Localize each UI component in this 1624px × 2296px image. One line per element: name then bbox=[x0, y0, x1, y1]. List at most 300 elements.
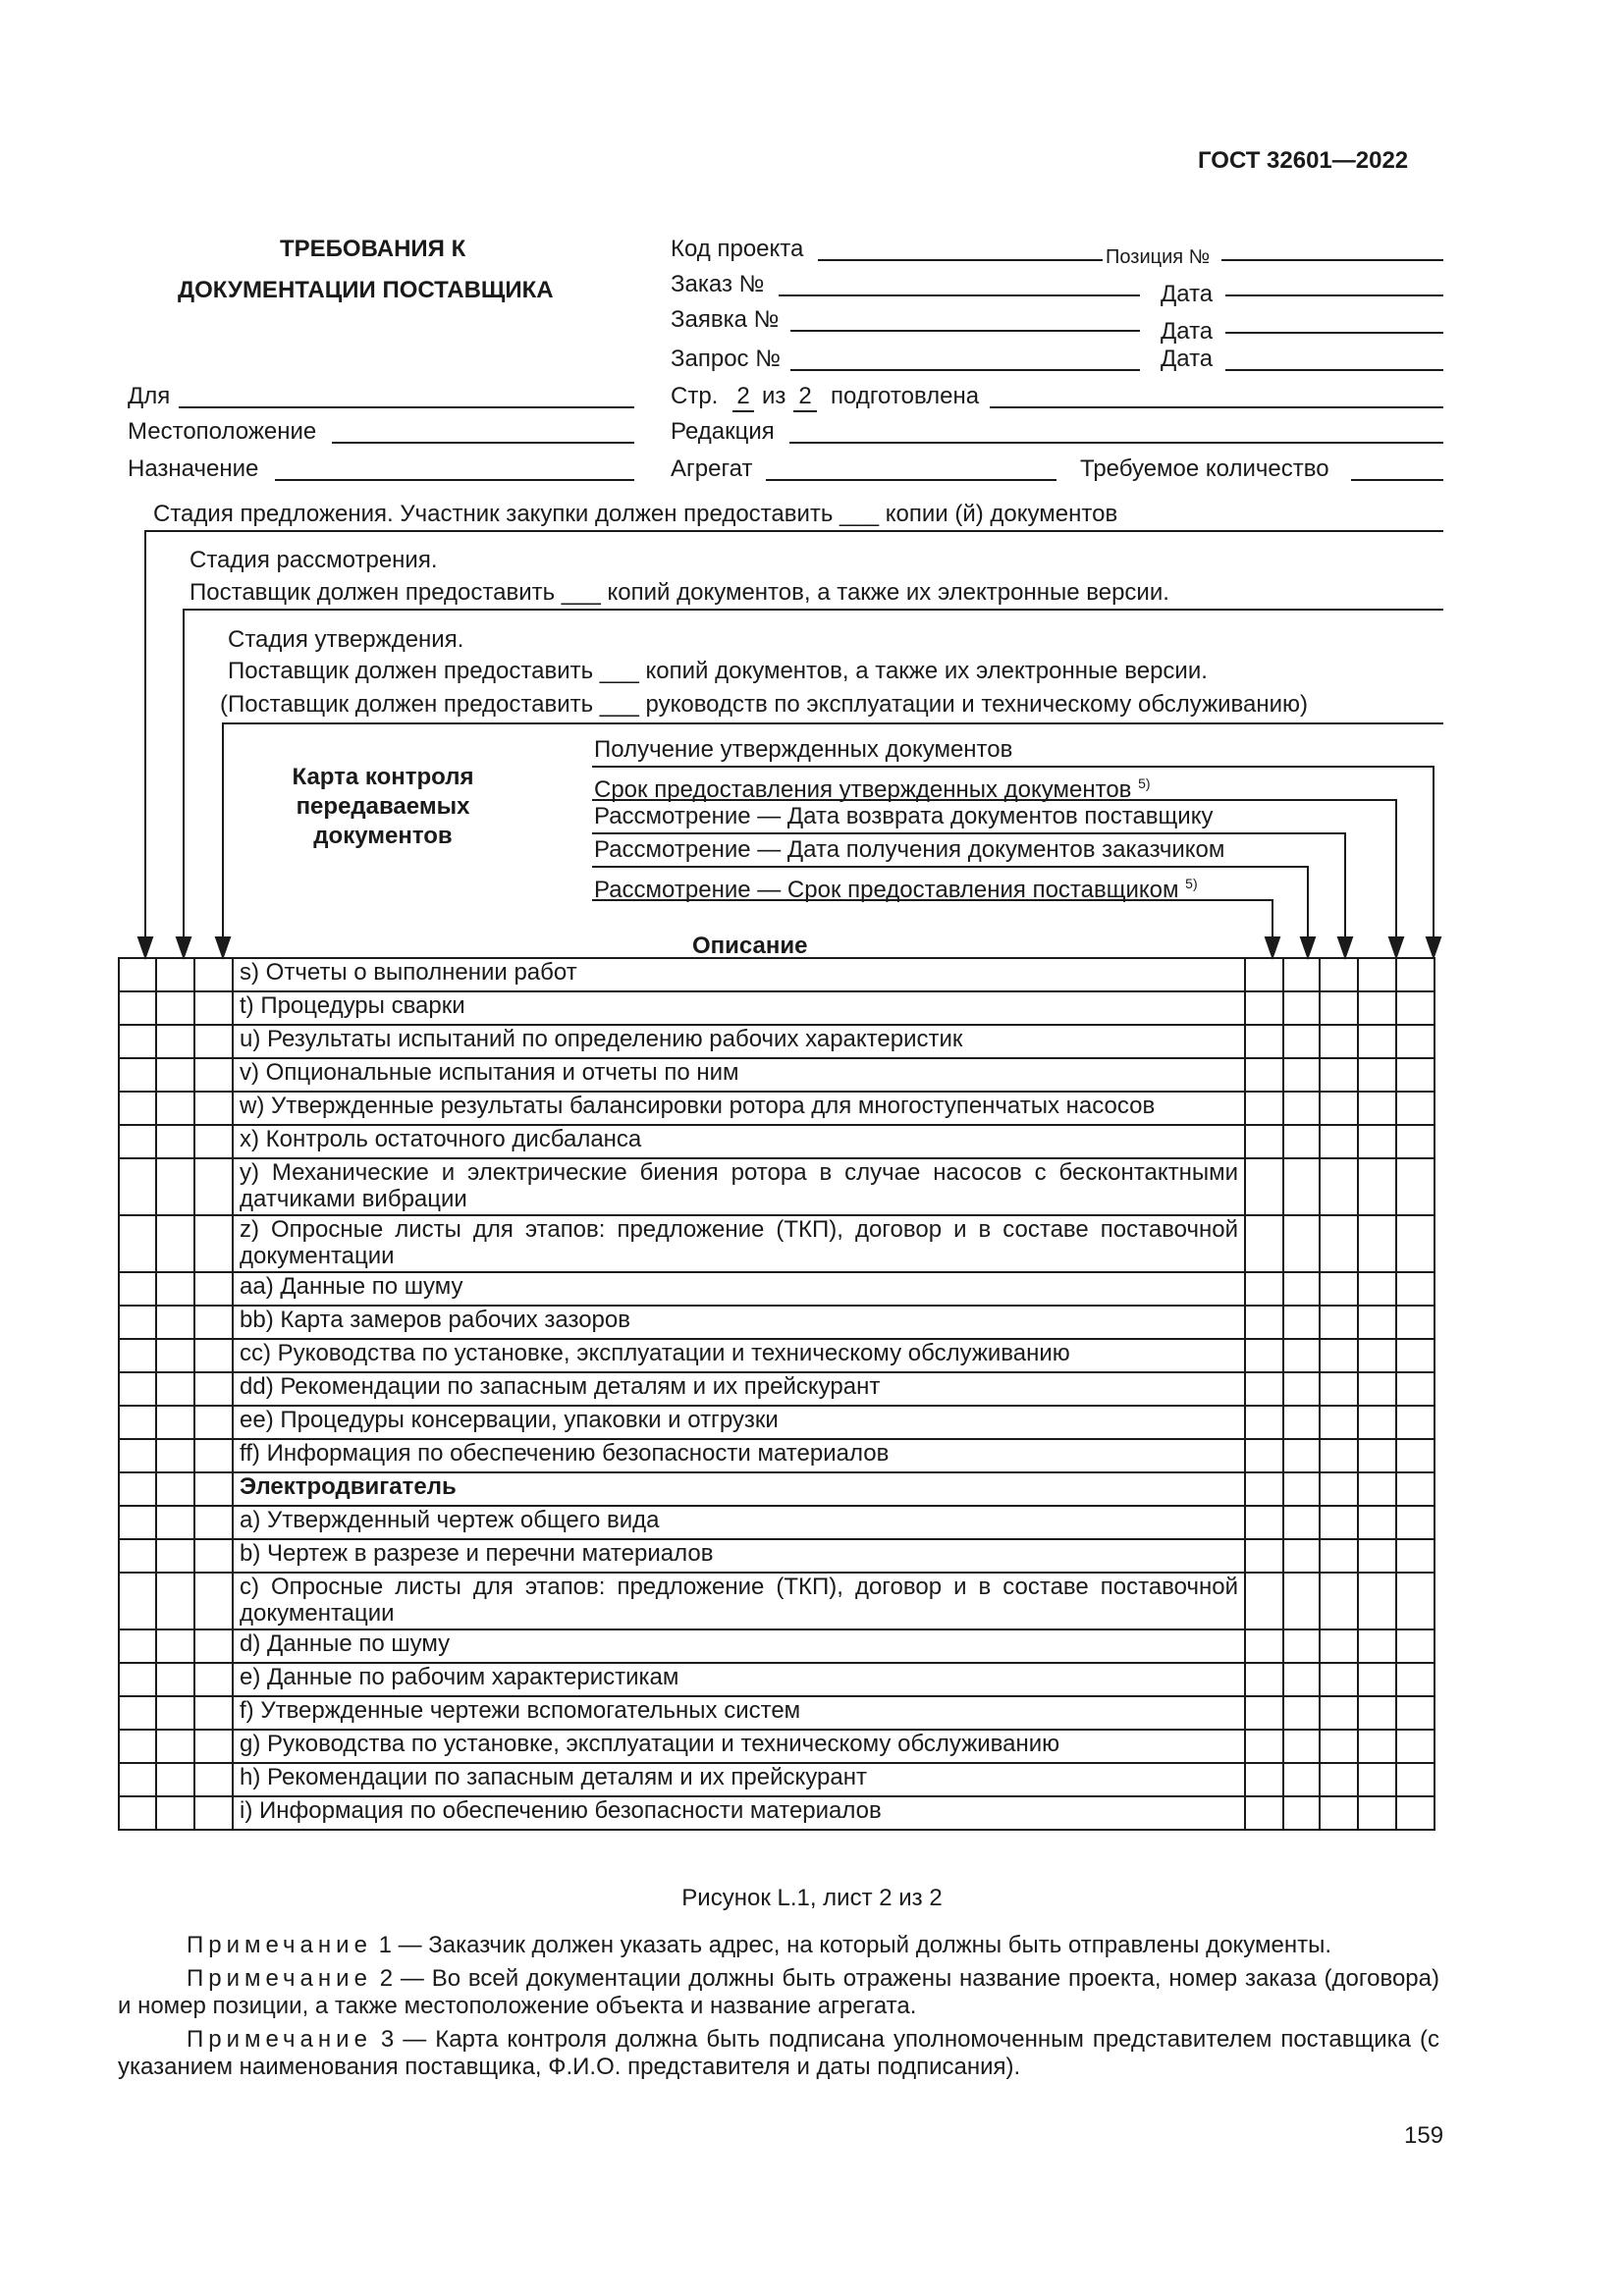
unit-label: Агрегат bbox=[671, 455, 753, 482]
check-cell[interactable] bbox=[194, 1472, 233, 1506]
check-cell[interactable] bbox=[1320, 1796, 1358, 1830]
check-cell[interactable] bbox=[119, 1796, 156, 1830]
row-description: i) Информация по обеспечению безопасности материалов bbox=[233, 1796, 1245, 1830]
check-cell[interactable] bbox=[1396, 1025, 1435, 1058]
check-cell[interactable] bbox=[1245, 1215, 1283, 1272]
check-cell[interactable] bbox=[156, 1696, 194, 1730]
check-cell[interactable] bbox=[1283, 1372, 1320, 1406]
check-cell[interactable] bbox=[1283, 1796, 1320, 1830]
check-cell[interactable] bbox=[1283, 1125, 1320, 1158]
check-cell[interactable] bbox=[156, 1539, 194, 1573]
check-cell[interactable] bbox=[194, 1372, 233, 1406]
check-cell[interactable] bbox=[194, 1406, 233, 1439]
note-1-label: Примечание bbox=[187, 1932, 372, 1958]
check-cell[interactable] bbox=[1358, 1339, 1396, 1372]
check-cell[interactable] bbox=[1320, 1215, 1358, 1272]
check-cell[interactable] bbox=[1283, 1092, 1320, 1125]
check-cell[interactable] bbox=[1396, 991, 1435, 1025]
row-description: u) Результаты испытаний по определению рабочих характеристик bbox=[233, 1025, 1245, 1058]
table-row bbox=[119, 1272, 1435, 1306]
check-cell[interactable] bbox=[1358, 1796, 1396, 1830]
row-description: bb) Карта замеров рабочих зазоров bbox=[233, 1306, 1245, 1339]
check-cell[interactable] bbox=[1320, 1339, 1358, 1372]
check-cell[interactable] bbox=[156, 1506, 194, 1539]
check-cell[interactable] bbox=[1320, 1272, 1358, 1306]
check-cell[interactable] bbox=[1245, 1796, 1283, 1830]
check-cell[interactable] bbox=[1245, 1372, 1283, 1406]
check-cell[interactable] bbox=[1396, 1092, 1435, 1125]
page-prefix: Стр. bbox=[671, 383, 719, 409]
section-heading-motor: Электродвигатель bbox=[233, 1472, 1245, 1506]
check-cell[interactable] bbox=[194, 1629, 233, 1663]
check-cell[interactable] bbox=[119, 1439, 156, 1472]
check-cell[interactable] bbox=[1358, 1092, 1396, 1125]
note-3-label: Примечание bbox=[187, 2026, 372, 2053]
check-cell[interactable] bbox=[194, 1125, 233, 1158]
check-cell[interactable] bbox=[194, 1158, 233, 1215]
quantity-label: Требуемое количество bbox=[1080, 455, 1329, 482]
note-2-text: 2 — Во всей документации должны быть отражены название проекта, номер заказа (договора) и номер позиции, а также местоположение объекта и название агрегата. bbox=[118, 1965, 1439, 2019]
note-2 bbox=[118, 1965, 1439, 2020]
row-description: w) Утвержденные результаты балансировки ротора для многоступенчатых насосов bbox=[233, 1092, 1245, 1125]
check-cell[interactable] bbox=[1245, 1025, 1283, 1058]
check-cell[interactable] bbox=[194, 1215, 233, 1272]
check-cell[interactable] bbox=[1320, 1730, 1358, 1763]
check-cell[interactable] bbox=[119, 1629, 156, 1663]
check-cell[interactable] bbox=[156, 1573, 194, 1629]
check-cell[interactable] bbox=[1358, 1439, 1396, 1472]
stage-proposal-text: Стадия предложения. Участник закупки должен предоставить ___ копии (й) документов bbox=[153, 501, 1118, 527]
check-cell[interactable] bbox=[119, 991, 156, 1025]
table-row bbox=[119, 1125, 1435, 1158]
check-cell[interactable] bbox=[194, 1763, 233, 1796]
check-cell[interactable] bbox=[1320, 991, 1358, 1025]
check-cell[interactable] bbox=[1283, 1058, 1320, 1092]
check-cell[interactable] bbox=[1396, 1696, 1435, 1730]
position-label: Позиция № bbox=[1106, 246, 1211, 268]
check-cell[interactable] bbox=[156, 1629, 194, 1663]
check-cell[interactable] bbox=[156, 1730, 194, 1763]
check-cell[interactable] bbox=[1245, 1092, 1283, 1125]
check-cell[interactable] bbox=[1396, 1215, 1435, 1272]
check-cell[interactable] bbox=[1245, 1158, 1283, 1215]
check-cell[interactable] bbox=[194, 1573, 233, 1629]
note-2-label: Примечание bbox=[187, 1965, 372, 1992]
check-cell[interactable] bbox=[156, 1406, 194, 1439]
stage-approval-title: Стадия утверждения. bbox=[228, 626, 464, 653]
note-1 bbox=[118, 1932, 1439, 1959]
stage-review-text: Поставщик должен предоставить ___ копий документов, а также их электронные версии. bbox=[189, 579, 1169, 606]
check-cell[interactable] bbox=[1283, 1763, 1320, 1796]
page-total-field[interactable]: 2 bbox=[793, 383, 817, 412]
date3-label: Дата bbox=[1161, 346, 1214, 372]
stage-approval-manuals: (Поставщик должен предоставить ___ руководств по эксплуатации и техническому обслуживанию) bbox=[220, 691, 1309, 718]
check-cell[interactable] bbox=[1358, 958, 1396, 991]
check-cell[interactable] bbox=[119, 1306, 156, 1339]
arrow-head-col-3 bbox=[1338, 937, 1352, 957]
stage-approval-text: Поставщик должен предоставить ___ копий документов, а также их электронные версии. bbox=[228, 658, 1208, 684]
check-cell[interactable] bbox=[156, 991, 194, 1025]
check-cell[interactable] bbox=[119, 1539, 156, 1573]
check-cell[interactable] bbox=[1396, 1158, 1435, 1215]
table-row bbox=[119, 1573, 1435, 1629]
table-row bbox=[119, 1730, 1435, 1763]
column-header-2-note: 5) bbox=[1138, 775, 1151, 791]
check-cell[interactable] bbox=[156, 1796, 194, 1830]
standard-number: ГОСТ 32601—2022 bbox=[1198, 147, 1409, 174]
check-cell[interactable] bbox=[119, 1158, 156, 1215]
check-cell[interactable] bbox=[1396, 1472, 1435, 1506]
check-cell[interactable] bbox=[1396, 1272, 1435, 1306]
check-cell[interactable] bbox=[1358, 1058, 1396, 1092]
arrow-head-col-4 bbox=[1301, 937, 1315, 957]
check-cell[interactable] bbox=[1358, 1763, 1396, 1796]
check-cell[interactable] bbox=[1283, 991, 1320, 1025]
row-description: c) Опросные листы для этапов: предложение (ТКП), договор и в составе поставочной документации bbox=[233, 1573, 1245, 1629]
row-description: f) Утвержденные чертежи вспомогательных систем bbox=[233, 1696, 1245, 1730]
arrow-head-col-2 bbox=[1389, 937, 1403, 957]
check-cell[interactable] bbox=[119, 1058, 156, 1092]
check-cell[interactable] bbox=[1358, 1158, 1396, 1215]
check-cell[interactable] bbox=[194, 1058, 233, 1092]
check-cell[interactable] bbox=[194, 958, 233, 991]
check-cell[interactable] bbox=[1320, 1696, 1358, 1730]
check-cell[interactable] bbox=[1283, 1158, 1320, 1215]
page-of-label: из bbox=[762, 383, 786, 409]
row-description: t) Процедуры сварки bbox=[233, 991, 1245, 1025]
check-cell[interactable] bbox=[194, 1663, 233, 1696]
note-3 bbox=[118, 2026, 1439, 2081]
check-cell[interactable] bbox=[1320, 1506, 1358, 1539]
arrow-head-proposal bbox=[138, 937, 152, 957]
inquiry-label: Запрос № bbox=[671, 346, 781, 372]
row-description: b) Чертеж в разрезе и перечни материалов bbox=[233, 1539, 1245, 1573]
check-cell[interactable] bbox=[1245, 1730, 1283, 1763]
check-cell[interactable] bbox=[1358, 1506, 1396, 1539]
arrow-head-approval bbox=[216, 937, 230, 957]
check-cell[interactable] bbox=[194, 1439, 233, 1472]
check-cell[interactable] bbox=[119, 1125, 156, 1158]
form-title-line2: ДОКУМЕНТАЦИИ ПОСТАВЩИКА bbox=[178, 277, 554, 303]
check-cell[interactable] bbox=[1283, 1339, 1320, 1372]
check-cell[interactable] bbox=[1396, 1663, 1435, 1696]
check-cell[interactable] bbox=[1283, 1730, 1320, 1763]
check-cell[interactable] bbox=[1396, 1796, 1435, 1830]
check-cell[interactable] bbox=[194, 1796, 233, 1830]
purpose-label: Назначение bbox=[128, 455, 259, 482]
check-cell[interactable] bbox=[1320, 1372, 1358, 1406]
check-cell[interactable] bbox=[1358, 991, 1396, 1025]
row-description: s) Отчеты о выполнении работ bbox=[233, 958, 1245, 991]
documents-table bbox=[118, 957, 1435, 1831]
table-row bbox=[119, 1406, 1435, 1439]
check-cell[interactable] bbox=[156, 1763, 194, 1796]
date1-label: Дата bbox=[1161, 281, 1214, 307]
check-cell[interactable] bbox=[1358, 1629, 1396, 1663]
check-cell[interactable] bbox=[1245, 991, 1283, 1025]
check-cell[interactable] bbox=[1283, 1306, 1320, 1339]
column-header-5-note: 5) bbox=[1185, 876, 1198, 891]
check-cell[interactable] bbox=[1396, 1573, 1435, 1629]
form-title-line1: ТРЕБОВАНИЯ К bbox=[280, 236, 466, 262]
check-cell[interactable] bbox=[156, 1125, 194, 1158]
table-row bbox=[119, 1306, 1435, 1339]
check-cell[interactable] bbox=[156, 1092, 194, 1125]
check-cell[interactable] bbox=[1320, 1629, 1358, 1663]
check-cell[interactable] bbox=[1320, 1092, 1358, 1125]
note-3-text: 3 — Карта контроля должна быть подписана уполномоченным представителем поставщика (с указанием наименования поставщика, Ф.И.О. представителя и даты подписания). bbox=[118, 2026, 1439, 2080]
check-cell[interactable] bbox=[1320, 1025, 1358, 1058]
check-cell[interactable] bbox=[1283, 1663, 1320, 1696]
check-cell[interactable] bbox=[1358, 1272, 1396, 1306]
check-cell[interactable] bbox=[194, 1092, 233, 1125]
check-cell[interactable] bbox=[119, 1272, 156, 1306]
check-cell[interactable] bbox=[1358, 1306, 1396, 1339]
row-description: x) Контроль остаточного дисбаланса bbox=[233, 1125, 1245, 1158]
check-cell[interactable] bbox=[1396, 1339, 1435, 1372]
check-cell[interactable] bbox=[1358, 1372, 1396, 1406]
check-cell[interactable] bbox=[119, 1372, 156, 1406]
check-cell[interactable] bbox=[194, 1272, 233, 1306]
column-header-5-text: Рассмотрение — Срок предоставления поставщиком bbox=[594, 877, 1179, 903]
check-cell[interactable] bbox=[1245, 1573, 1283, 1629]
check-cell[interactable] bbox=[1245, 1125, 1283, 1158]
check-cell[interactable] bbox=[1283, 1539, 1320, 1573]
check-cell[interactable] bbox=[119, 1339, 156, 1372]
check-cell[interactable] bbox=[1245, 1629, 1283, 1663]
row-description: cc) Руководства по установке, эксплуатации и техническому обслуживанию bbox=[233, 1339, 1245, 1372]
table-row bbox=[119, 1539, 1435, 1573]
check-cell[interactable] bbox=[1358, 1215, 1396, 1272]
description-header: Описание bbox=[692, 933, 808, 959]
check-cell[interactable] bbox=[1245, 958, 1283, 991]
check-cell[interactable] bbox=[1396, 1372, 1435, 1406]
check-cell[interactable] bbox=[1396, 1629, 1435, 1663]
table-row bbox=[119, 1506, 1435, 1539]
check-cell[interactable] bbox=[119, 958, 156, 991]
check-cell[interactable] bbox=[119, 1763, 156, 1796]
table-row bbox=[119, 1663, 1435, 1696]
check-cell[interactable] bbox=[1320, 1406, 1358, 1439]
figure-caption: Рисунок L.1, лист 2 из 2 bbox=[681, 1885, 943, 1911]
check-cell[interactable] bbox=[156, 1158, 194, 1215]
project-code-label: Код проекта bbox=[671, 236, 804, 262]
order-label: Заказ № bbox=[671, 271, 765, 297]
check-cell[interactable] bbox=[1245, 1058, 1283, 1092]
check-cell[interactable] bbox=[1396, 1439, 1435, 1472]
stage-review-title: Стадия рассмотрения. bbox=[189, 547, 438, 573]
check-cell[interactable] bbox=[119, 1730, 156, 1763]
control-card-line1: Карта контроля bbox=[292, 764, 474, 790]
request-label: Заявка № bbox=[671, 306, 780, 333]
check-cell[interactable] bbox=[1320, 1306, 1358, 1339]
check-cell[interactable] bbox=[119, 1215, 156, 1272]
prepared-label: подготовлена bbox=[831, 383, 980, 409]
table-row bbox=[119, 1439, 1435, 1472]
check-cell[interactable] bbox=[1396, 1506, 1435, 1539]
column-header-1: Получение утвержденных документов bbox=[594, 736, 1013, 763]
check-cell[interactable] bbox=[1320, 958, 1358, 991]
check-cell[interactable] bbox=[1245, 1339, 1283, 1372]
check-cell[interactable] bbox=[1358, 1539, 1396, 1573]
check-cell[interactable] bbox=[156, 1306, 194, 1339]
table-row bbox=[119, 1696, 1435, 1730]
check-cell[interactable] bbox=[194, 1025, 233, 1058]
row-description: ee) Процедуры консервации, упаковки и отгрузки bbox=[233, 1406, 1245, 1439]
check-cell[interactable] bbox=[119, 1663, 156, 1696]
check-cell[interactable] bbox=[1245, 1272, 1283, 1306]
table-row bbox=[119, 1796, 1435, 1830]
check-cell[interactable] bbox=[1245, 1539, 1283, 1573]
column-header-4: Рассмотрение — Дата получения документов заказчиком bbox=[594, 836, 1225, 863]
note-1-text: 1 — Заказчик должен указать адрес, на который должны быть отправлены документы. bbox=[378, 1932, 1332, 1958]
check-cell[interactable] bbox=[1358, 1573, 1396, 1629]
check-cell[interactable] bbox=[1396, 1730, 1435, 1763]
check-cell[interactable] bbox=[1283, 1472, 1320, 1506]
check-cell[interactable] bbox=[156, 1058, 194, 1092]
check-cell[interactable] bbox=[119, 1406, 156, 1439]
table-row bbox=[119, 1763, 1435, 1796]
check-cell[interactable] bbox=[1396, 1763, 1435, 1796]
arrow-head-col-5 bbox=[1266, 937, 1279, 957]
check-cell[interactable] bbox=[1320, 1058, 1358, 1092]
column-header-3: Рассмотрение — Дата возврата документов поставщику bbox=[594, 803, 1214, 829]
table-row bbox=[119, 991, 1435, 1025]
check-cell[interactable] bbox=[1396, 958, 1435, 991]
arrow-diagram bbox=[0, 0, 1624, 962]
check-cell[interactable] bbox=[156, 1025, 194, 1058]
row-description: g) Руководства по установке, эксплуатации и техническому обслуживанию bbox=[233, 1730, 1245, 1763]
check-cell[interactable] bbox=[1283, 1629, 1320, 1663]
check-cell[interactable] bbox=[1396, 1539, 1435, 1573]
check-cell[interactable] bbox=[156, 1472, 194, 1506]
check-cell[interactable] bbox=[1320, 1539, 1358, 1573]
for-label: Для bbox=[128, 383, 171, 409]
check-cell[interactable] bbox=[119, 1025, 156, 1058]
check-cell[interactable] bbox=[1283, 1506, 1320, 1539]
check-cell[interactable] bbox=[194, 1306, 233, 1339]
check-cell[interactable] bbox=[156, 1272, 194, 1306]
check-cell[interactable] bbox=[1396, 1306, 1435, 1339]
check-cell[interactable] bbox=[119, 1573, 156, 1629]
check-cell[interactable] bbox=[1320, 1663, 1358, 1696]
check-cell[interactable] bbox=[1320, 1439, 1358, 1472]
row-description: e) Данные по рабочим характеристикам bbox=[233, 1663, 1245, 1696]
table-row bbox=[119, 1339, 1435, 1372]
check-cell[interactable] bbox=[1283, 958, 1320, 991]
page-number-field[interactable]: 2 bbox=[732, 383, 754, 412]
check-cell[interactable] bbox=[1283, 1696, 1320, 1730]
column-header-2-text: Срок предоставления утвержденных документов bbox=[594, 776, 1132, 803]
row-description: dd) Рекомендации по запасным деталям и их прейскурант bbox=[233, 1372, 1245, 1406]
check-cell[interactable] bbox=[1358, 1025, 1396, 1058]
table-row bbox=[119, 1629, 1435, 1663]
check-cell[interactable] bbox=[1396, 1058, 1435, 1092]
check-cell[interactable] bbox=[156, 1339, 194, 1372]
control-card-line2: передаваемых bbox=[296, 793, 470, 820]
check-cell[interactable] bbox=[1245, 1306, 1283, 1339]
check-cell[interactable] bbox=[156, 958, 194, 991]
check-cell[interactable] bbox=[1358, 1472, 1396, 1506]
page-number: 159 bbox=[1404, 2122, 1444, 2149]
date2-label: Дата bbox=[1161, 318, 1214, 345]
check-cell[interactable] bbox=[156, 1439, 194, 1472]
check-cell[interactable] bbox=[1245, 1696, 1283, 1730]
check-cell[interactable] bbox=[156, 1372, 194, 1406]
table-row bbox=[119, 1472, 1435, 1506]
check-cell[interactable] bbox=[1283, 1573, 1320, 1629]
check-cell[interactable] bbox=[1320, 1573, 1358, 1629]
check-cell[interactable] bbox=[1245, 1406, 1283, 1439]
check-cell[interactable] bbox=[1245, 1763, 1283, 1796]
check-cell[interactable] bbox=[1358, 1696, 1396, 1730]
row-description: h) Рекомендации по запасным деталям и их прейскурант bbox=[233, 1763, 1245, 1796]
check-cell[interactable] bbox=[1245, 1506, 1283, 1539]
check-cell[interactable] bbox=[1245, 1663, 1283, 1696]
check-cell[interactable] bbox=[1358, 1406, 1396, 1439]
location-label: Местоположение bbox=[128, 418, 317, 445]
check-cell[interactable] bbox=[1320, 1763, 1358, 1796]
check-cell[interactable] bbox=[194, 1696, 233, 1730]
check-cell[interactable] bbox=[1358, 1730, 1396, 1763]
check-cell[interactable] bbox=[1320, 1472, 1358, 1506]
table-row bbox=[119, 958, 1435, 991]
check-cell[interactable] bbox=[1358, 1663, 1396, 1696]
check-cell[interactable] bbox=[1358, 1125, 1396, 1158]
check-cell[interactable] bbox=[194, 1339, 233, 1372]
check-cell[interactable] bbox=[1283, 1215, 1320, 1272]
check-cell[interactable] bbox=[194, 991, 233, 1025]
table-row bbox=[119, 1158, 1435, 1215]
row-description: aa) Данные по шуму bbox=[233, 1272, 1245, 1306]
check-cell[interactable] bbox=[1283, 1439, 1320, 1472]
row-description: v) Опциональные испытания и отчеты по ним bbox=[233, 1058, 1245, 1092]
check-cell[interactable] bbox=[1245, 1472, 1283, 1506]
table-row bbox=[119, 1215, 1435, 1272]
check-cell[interactable] bbox=[1283, 1406, 1320, 1439]
check-cell[interactable] bbox=[1320, 1158, 1358, 1215]
row-description: d) Данные по шуму bbox=[233, 1629, 1245, 1663]
revision-label: Редакция bbox=[671, 418, 775, 445]
table-row bbox=[119, 1372, 1435, 1406]
table-row bbox=[119, 1058, 1435, 1092]
arrow-head-review bbox=[177, 937, 190, 957]
check-cell[interactable] bbox=[1245, 1439, 1283, 1472]
arrow-head-col-1 bbox=[1427, 937, 1440, 957]
row-description: ff) Информация по обеспечению безопасности материалов bbox=[233, 1439, 1245, 1472]
table-row bbox=[119, 1092, 1435, 1125]
row-description: a) Утвержденный чертеж общего вида bbox=[233, 1506, 1245, 1539]
check-cell[interactable] bbox=[119, 1092, 156, 1125]
check-cell[interactable] bbox=[119, 1472, 156, 1506]
check-cell[interactable] bbox=[1283, 1025, 1320, 1058]
check-cell[interactable] bbox=[1320, 1125, 1358, 1158]
control-card-line3: документов bbox=[313, 823, 453, 849]
check-cell[interactable] bbox=[1396, 1125, 1435, 1158]
check-cell[interactable] bbox=[1283, 1272, 1320, 1306]
check-cell[interactable] bbox=[156, 1663, 194, 1696]
check-cell[interactable] bbox=[194, 1730, 233, 1763]
check-cell[interactable] bbox=[194, 1506, 233, 1539]
check-cell[interactable] bbox=[194, 1539, 233, 1573]
check-cell[interactable] bbox=[119, 1506, 156, 1539]
check-cell[interactable] bbox=[1396, 1406, 1435, 1439]
row-description: y) Механические и электрические биения ротора в случае насосов с бесконтактными датчиками вибрации bbox=[233, 1158, 1245, 1215]
check-cell[interactable] bbox=[119, 1696, 156, 1730]
row-description: z) Опросные листы для этапов: предложение (ТКП), договор и в составе поставочной документации bbox=[233, 1215, 1245, 1272]
table-row bbox=[119, 1025, 1435, 1058]
check-cell[interactable] bbox=[156, 1215, 194, 1272]
